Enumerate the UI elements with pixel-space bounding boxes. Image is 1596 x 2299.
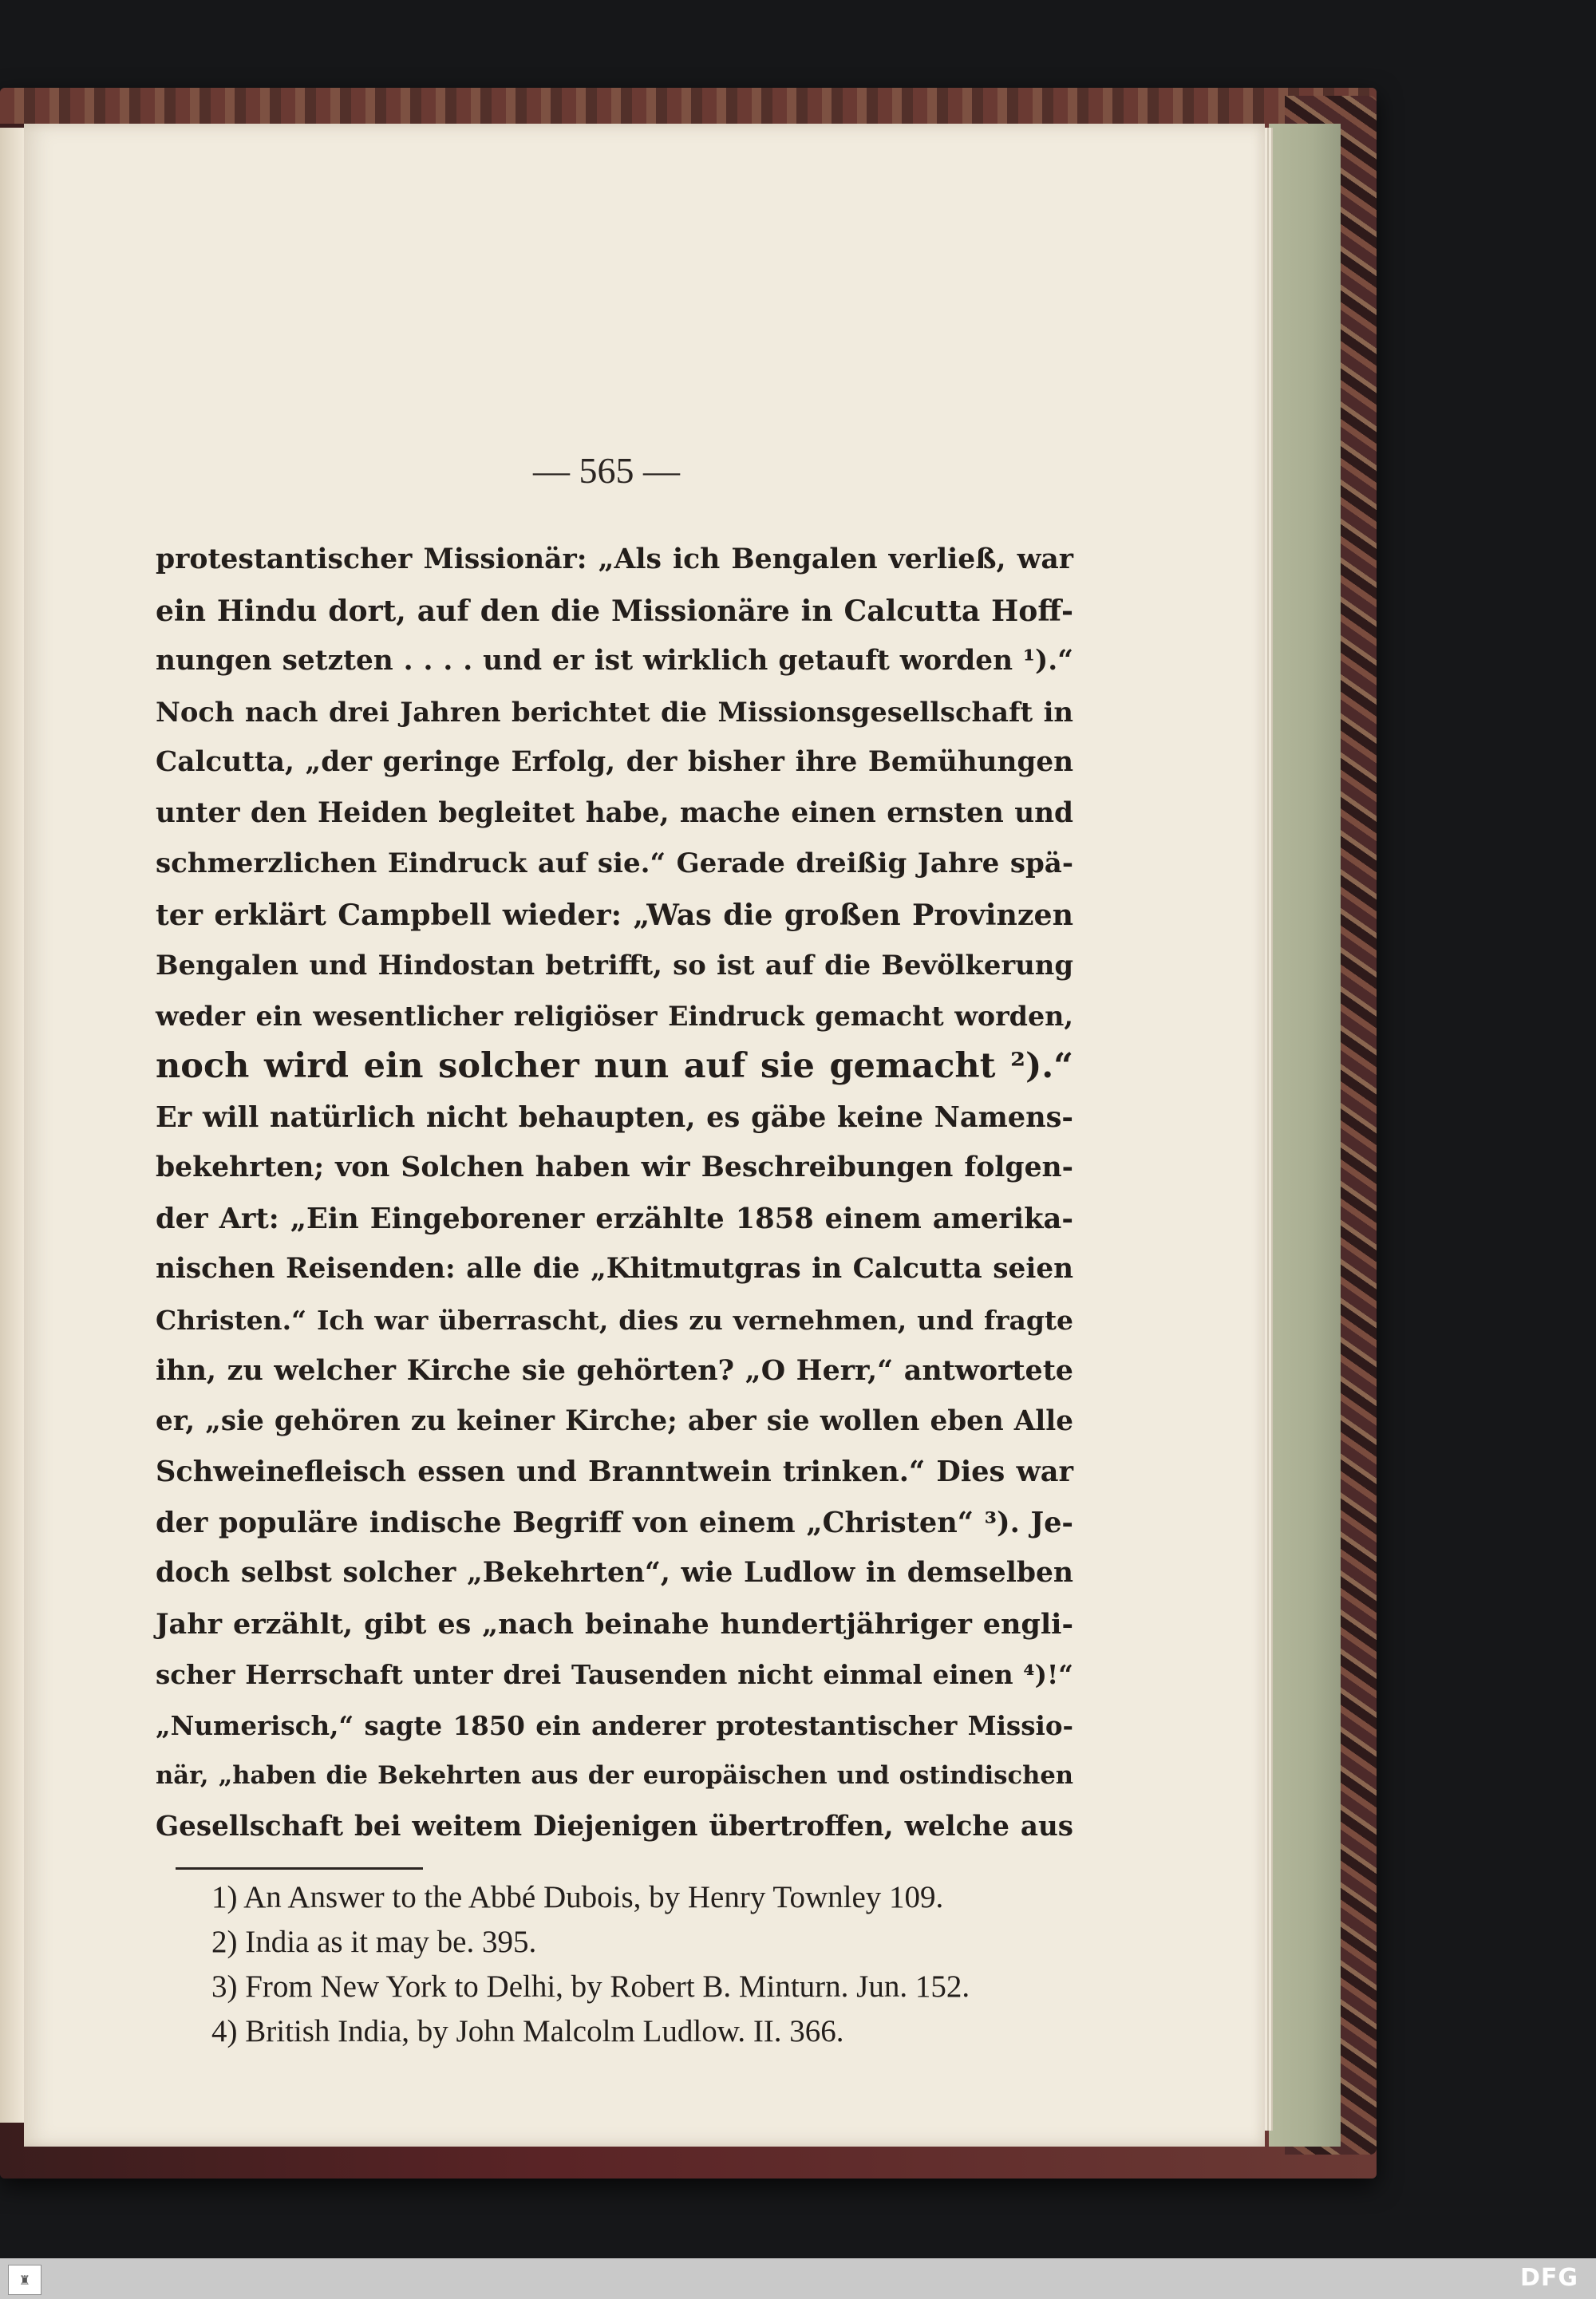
text-line: bekehrten; von Solchen haben wir Beschreibungen folgen- (156, 1151, 1073, 1183)
text-line: doch selbst solcher „Bekehrten“, wie Ludlow in demselben (156, 1557, 1073, 1589)
text-line: weder ein wesentlicher religiöser Eindruck gemacht worden, (156, 1000, 1073, 1032)
body-text (156, 535, 1073, 1852)
text-line: er, „sie gehören zu keiner Kirche; aber sie wollen eben Alle (156, 1404, 1073, 1437)
text-line: Noch nach drei Jahren berichtet die Missionsgesellschaft in (156, 695, 1073, 728)
previous-page-edge (0, 128, 24, 2123)
text-line: schmerzlichen Eindruck auf sie.“ Gerade dreißig Jahre spä- (156, 847, 1073, 879)
text-line: noch wird ein solcher nun auf sie gemacht ²).“ (156, 1046, 1073, 1086)
text-line: der populäre indische Begriff von einem „Christen“ ³). Je- (156, 1506, 1073, 1539)
footnotes (211, 1875, 1089, 2054)
text-line: Gesellschaft bei weitem Diejenigen übertroffen, welche aus (156, 1810, 1073, 1843)
text-line: ter erklärt Campbell wieder: „Was die großen Provinzen (156, 897, 1073, 932)
text-line: nungen setzten . . . . und er ist wirklich getauft worden ¹).“ (156, 645, 1073, 677)
text-line: när, „haben die Bekehrten aus der europäischen und ostindischen (156, 1761, 1073, 1790)
footnote: 4) British India, by John Malcolm Ludlow. II. 366. (211, 2014, 844, 2048)
text-line: Jahr erzählt, gibt es „nach beinahe hundertjähriger engli- (156, 1607, 1073, 1641)
text-line: ein Hindu dort, auf den die Missionäre in Calcutta Hoff- (156, 593, 1073, 628)
viewer-footer-bar (0, 2258, 1596, 2299)
text-line: unter den Heiden begleitet habe, mache einen ernsten und (156, 796, 1073, 829)
footnote: 3) From New York to Delhi, by Robert B. Minturn. Jun. 152. (211, 1969, 970, 2004)
footnote: 1) An Answer to the Abbé Dubois, by Henry Townley 109. (211, 1880, 944, 1914)
footnote: 2) India as it may be. 395. (211, 1925, 537, 1959)
text-line: protestantischer Missionär: „Als ich Bengalen verließ, war (156, 543, 1073, 575)
text-line: Christen.“ Ich war überrascht, dies zu vernehmen, und fragte (156, 1304, 1073, 1336)
book-page (24, 124, 1265, 2147)
text-line: Schweinefleisch essen und Branntwein trinken.“ Dies war (156, 1456, 1073, 1488)
text-line: Er will natürlich nicht behaupten, es gäbe keine Namens- (156, 1100, 1073, 1134)
text-line: „Numerisch,“ sagte 1850 ein anderer protestantischer Missio- (156, 1709, 1073, 1741)
cover-top-edge (0, 88, 1377, 124)
text-line: der Art: „Ein Eingeborener erzählte 1858 einem amerika- (156, 1202, 1073, 1235)
endpaper (1269, 124, 1341, 2147)
text-line: scher Herrschaft unter drei Tausenden nicht einmal einen ⁴)!“ (156, 1659, 1073, 1690)
library-logo-icon[interactable]: ♜ (8, 2265, 41, 2295)
text-line: nischen Reisenden: alle die „Khitmutgras in Calcutta seien (156, 1253, 1073, 1285)
text-line: ihn, zu welcher Kirche sie gehörten? „O Herr,“ antwortete (156, 1354, 1073, 1387)
page-number: — 565 — (533, 450, 680, 491)
text-line: Bengalen und Hindostan betrifft, so ist auf die Bevölkerung (156, 949, 1073, 981)
footnote-divider (176, 1867, 423, 1870)
text-line: Calcutta, „der geringe Erfolg, der bisher ihre Bemühungen (156, 746, 1073, 778)
dfg-logo[interactable]: DFG (1519, 2264, 1578, 2292)
